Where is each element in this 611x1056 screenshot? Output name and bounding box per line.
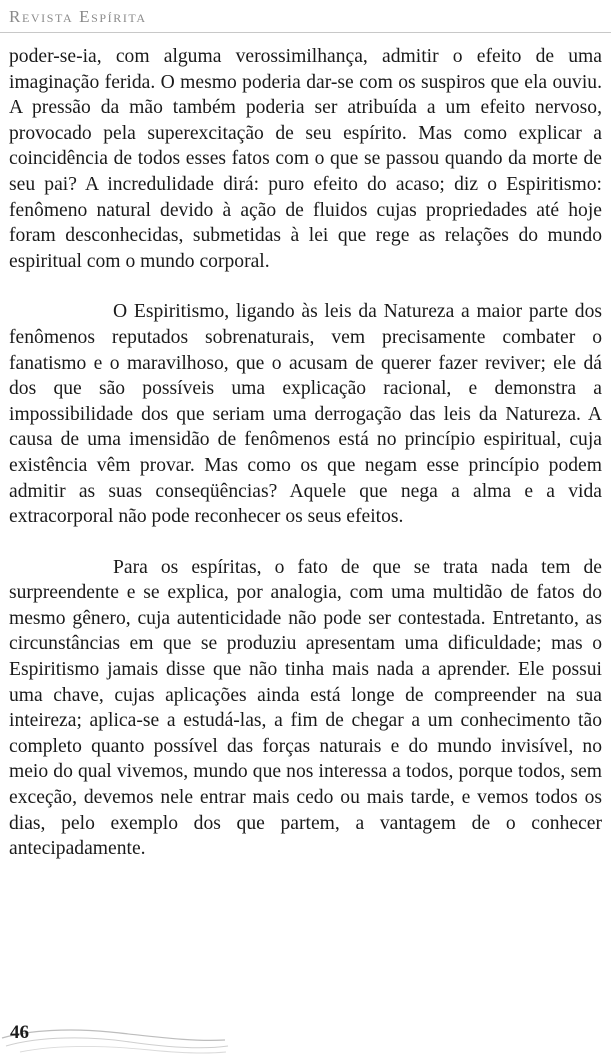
paragraph-2: O Espiritismo, ligando às leis da Natureza a maior parte dos fenômenos reputados sobrenaturais, vem precisamente combater o fanatismo e o maravilhoso, que o acusam de querer fazer reviver; ele dá dos que são possíveis uma explicação racional, e demonstra a impossibilidade dos que seriam uma derrogação das leis da Natureza. A causa de uma imensidão de fenômenos está no princípio espiritual, cuja existência vêm provar. Mas como os que negam esse princípio podem admitir as suas conseqüências? Aquele que nega a alma e a vida extracorporal não pode reconhecer os seus efeitos. — [9, 301, 602, 528]
page-body — [9, 44, 602, 887]
page-number: 46 — [10, 1022, 29, 1043]
paragraph-3: Para os espíritas, o fato de que se trata nada tem de surpreendente e se explica, por analogia, com uma multidão de fatos do mesmo gênero, cuja autenticidade não pode ser contestada. Entretanto, as circunstâncias em que se produziu apresentam uma dificuldade; mas o Espiritismo jamais disse que não tinha mais nada a aprender. Ele possui uma chave, cujas aplicações ainda está longe de compreender na sua inteireza; aplica-se a estudá-las, a fim de chegar a um conhecimento tão completo quanto possível das forças naturais e do mundo invisível, no meio do qual vivemos, mundo que nos interessa a todos, porque todos, sem exceção, devemos nele entrar mais cedo ou mais tarde, e vemos todos os dias, pelo exemplo dos que partem, a vantagem de o conhecer antecipadamente. — [9, 556, 602, 860]
running-header: Revista Espírita — [9, 7, 147, 26]
paragraph-1: poder-se-ia, com alguma verossimilhança, admitir o efeito de uma imaginação ferida. O mesmo poderia dar-se com os suspiros que ela ouviu. A pressão da mão também poderia ser atribuída a um efeito nervoso, provocado pela superexcitação de seu espírito. Mas como explicar a coincidência de todos esses fatos com o que se passou quando da morte de seu pai? A incredulidade dirá: puro efeito do acaso; diz o Espiritismo: fenômeno natural devido à ação de fluidos cujas propriedades até hoje foram desconhecidas, submetidas à lei que rege as relações do mundo espiritual com o mundo corporal. — [9, 46, 602, 272]
footer-swirl-ornament — [0, 1016, 230, 1056]
header-divider — [0, 32, 611, 33]
